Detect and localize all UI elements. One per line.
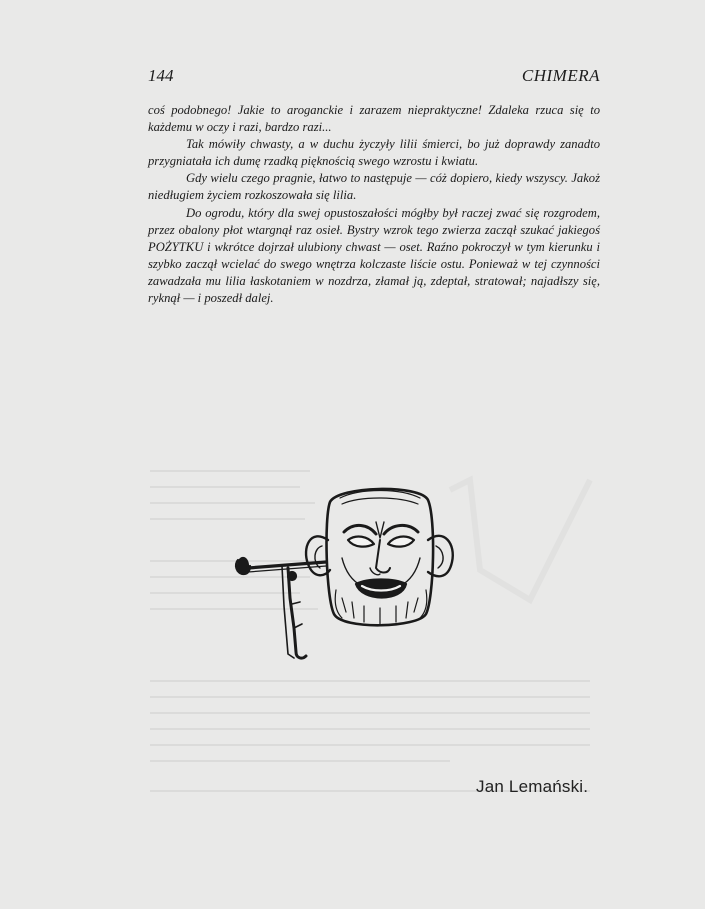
article-text <box>148 102 600 307</box>
running-title: CHIMERA <box>521 66 600 85</box>
page-header <box>148 66 600 88</box>
paragraph-4: Do ogrodu, który dla swej opustoszałości mógłby był raczej zwać się rozgrodem, przez obalony płot wtargnął raz osieł. Bystry wzrok tego zwierza zaczął szukać jakiegoś POŻYTKU i wkrótce dojrzał ulubiony chwast — oset. Raźno pokroczył w tym kierunku i szybko zaczął wcielać do swego wnętrza kolczaste liście ostu. Ponieważ w tej czynności zawadzała mu lilia łaskotaniem w nozdrza, złamał ją, zdeptał, stratował; najadłszy się, ryknął — i poszedł dalej. <box>148 205 600 306</box>
grotesque-mask-with-key-icon <box>230 478 470 670</box>
author-signature: Jan Lemański. <box>476 777 589 796</box>
page-number: 144 <box>148 66 174 85</box>
paragraph-1: coś podobnego! Jakie to aroganckie i zarazem niepraktyczne! Zdaleka rzuca się to każdemu w oczy i razi, bardzo razi... <box>148 103 600 135</box>
paragraph-2: Tak mówiły chwasty, a w duchu życzyły lilii śmierci, bo już doprawdy zanadto przygniatała ich dumę rzadką pięknością swego wzrostu i kwiatu. <box>148 137 600 169</box>
paragraph-3: Gdy wielu czego pragnie, łatwo to następuje — cóż dopiero, kiedy wszyscy. Jakoż niedługiem życiem rozkoszowała się lilia. <box>148 171 600 203</box>
